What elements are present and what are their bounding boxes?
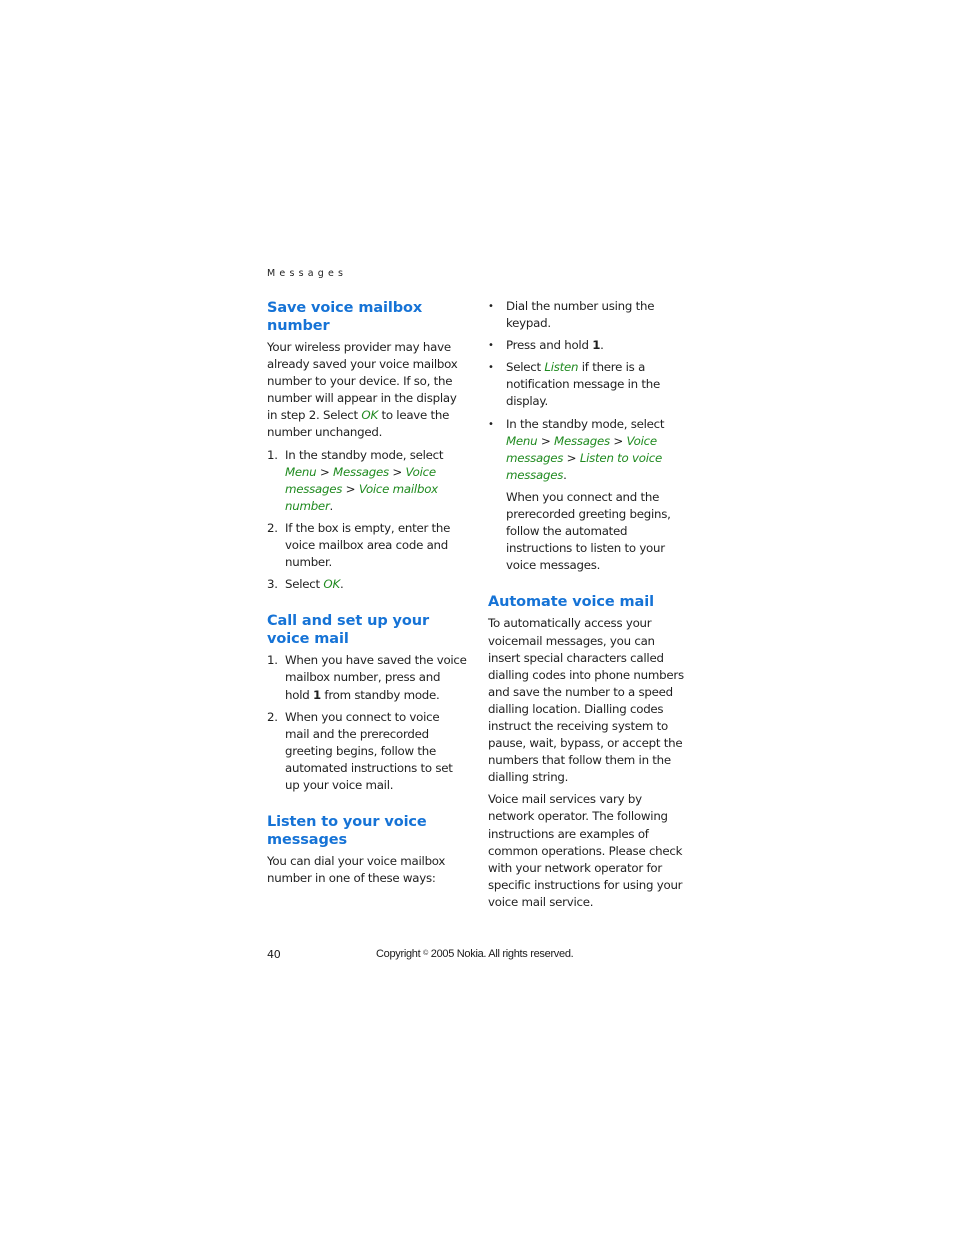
listen-way-4: • In the standby mode, select Menu > Messages > Voice messages > Listen to voice messages. When you connect and the prerecorded greeting begins, follow the automated instructions to listen to your voice messages. xyxy=(488,416,688,575)
right-column xyxy=(488,298,688,911)
copyright-symbol: © xyxy=(423,950,428,957)
listen-way-4-followup: When you connect and the prerecorded greeting begins, follow the automated instructions to listen to your voice messages. xyxy=(506,489,671,573)
listen-way-1: • Dial the number using the keypad. xyxy=(488,299,655,331)
call-steps xyxy=(267,652,467,794)
call-step-1: 1. When you have saved the voice mailbox number, press and hold 1 from standby mode. xyxy=(267,653,467,702)
messages-label: Messages xyxy=(333,464,389,479)
heading-automate: Automate voice mail xyxy=(488,594,654,611)
automate-paragraph-2: Voice mail services vary by network operator. The following instructions are examples of common operations. Please check with your network operator for specific instructions for using your voice mail service. xyxy=(488,792,683,909)
ok-softkey-label: OK xyxy=(361,408,378,423)
menu-label: Menu xyxy=(285,464,317,479)
messages-label: Messages xyxy=(554,433,610,448)
automate-paragraph-1: To automatically access your voicemail messages, you can insert special characters called dialling codes into phone numbers and save the number to a speed dialling location. Dialling codes instruct the receiving system to pause, wait, bypass, or accept the numbers that follow them in the dialling string. xyxy=(488,616,684,785)
voice-messages-label: Voice messages xyxy=(506,433,657,465)
copyright-notice: Copyright © 2005 Nokia. All rights reserved. xyxy=(376,948,574,960)
heading-call-voicemail: Call and set up your voice mail xyxy=(267,613,430,648)
listen-intro: You can dial your voice mailbox number in one of these ways: xyxy=(267,854,446,886)
voice-messages-label: Voice messages xyxy=(285,464,436,496)
ok-softkey-label: OK xyxy=(323,577,340,592)
listen-ways xyxy=(488,298,688,574)
section-save-mailbox xyxy=(267,299,467,593)
save-step-3: 3. Select OK. xyxy=(267,577,344,592)
save-intro: Your wireless provider may have already saved your voice mailbox number to your device. If so, the number will appear in the display in step 2. Select OK to leave the number unchanged. xyxy=(267,340,458,440)
listen-to-voice-messages-label: Listen to voice messages xyxy=(506,450,662,482)
running-header: Messages xyxy=(267,268,348,279)
section-automate xyxy=(488,593,688,911)
key-1: 1 xyxy=(312,687,321,702)
listen-way-2: • Press and hold 1. xyxy=(488,338,604,353)
save-step-2: 2. If the box is empty, enter the voice mailbox area code and number. xyxy=(267,520,451,570)
listen-label: Listen xyxy=(544,360,579,375)
page-number: 40 xyxy=(267,948,281,961)
heading-save-mailbox: Save voice mailbox number xyxy=(267,300,423,334)
save-step-1: 1. In the standby mode, select Menu > Messages > Voice messages > Voice mailbox number. xyxy=(267,447,444,513)
section-call-voicemail xyxy=(267,612,467,794)
left-column xyxy=(267,299,467,887)
listen-way-3: • Select Listen if there is a notification message in the display. xyxy=(488,360,660,409)
menu-label: Menu xyxy=(506,433,538,448)
save-steps xyxy=(267,447,467,594)
call-step-2: 2. When you connect to voice mail and the prerecorded greeting begins, follow the automated instructions to set up your voice mail. xyxy=(267,709,453,792)
voice-mailbox-number-label: Voice mailbox number xyxy=(285,481,438,513)
key-1: 1 xyxy=(592,338,601,353)
section-listen xyxy=(267,813,467,887)
heading-listen: Listen to your voice messages xyxy=(267,814,427,849)
